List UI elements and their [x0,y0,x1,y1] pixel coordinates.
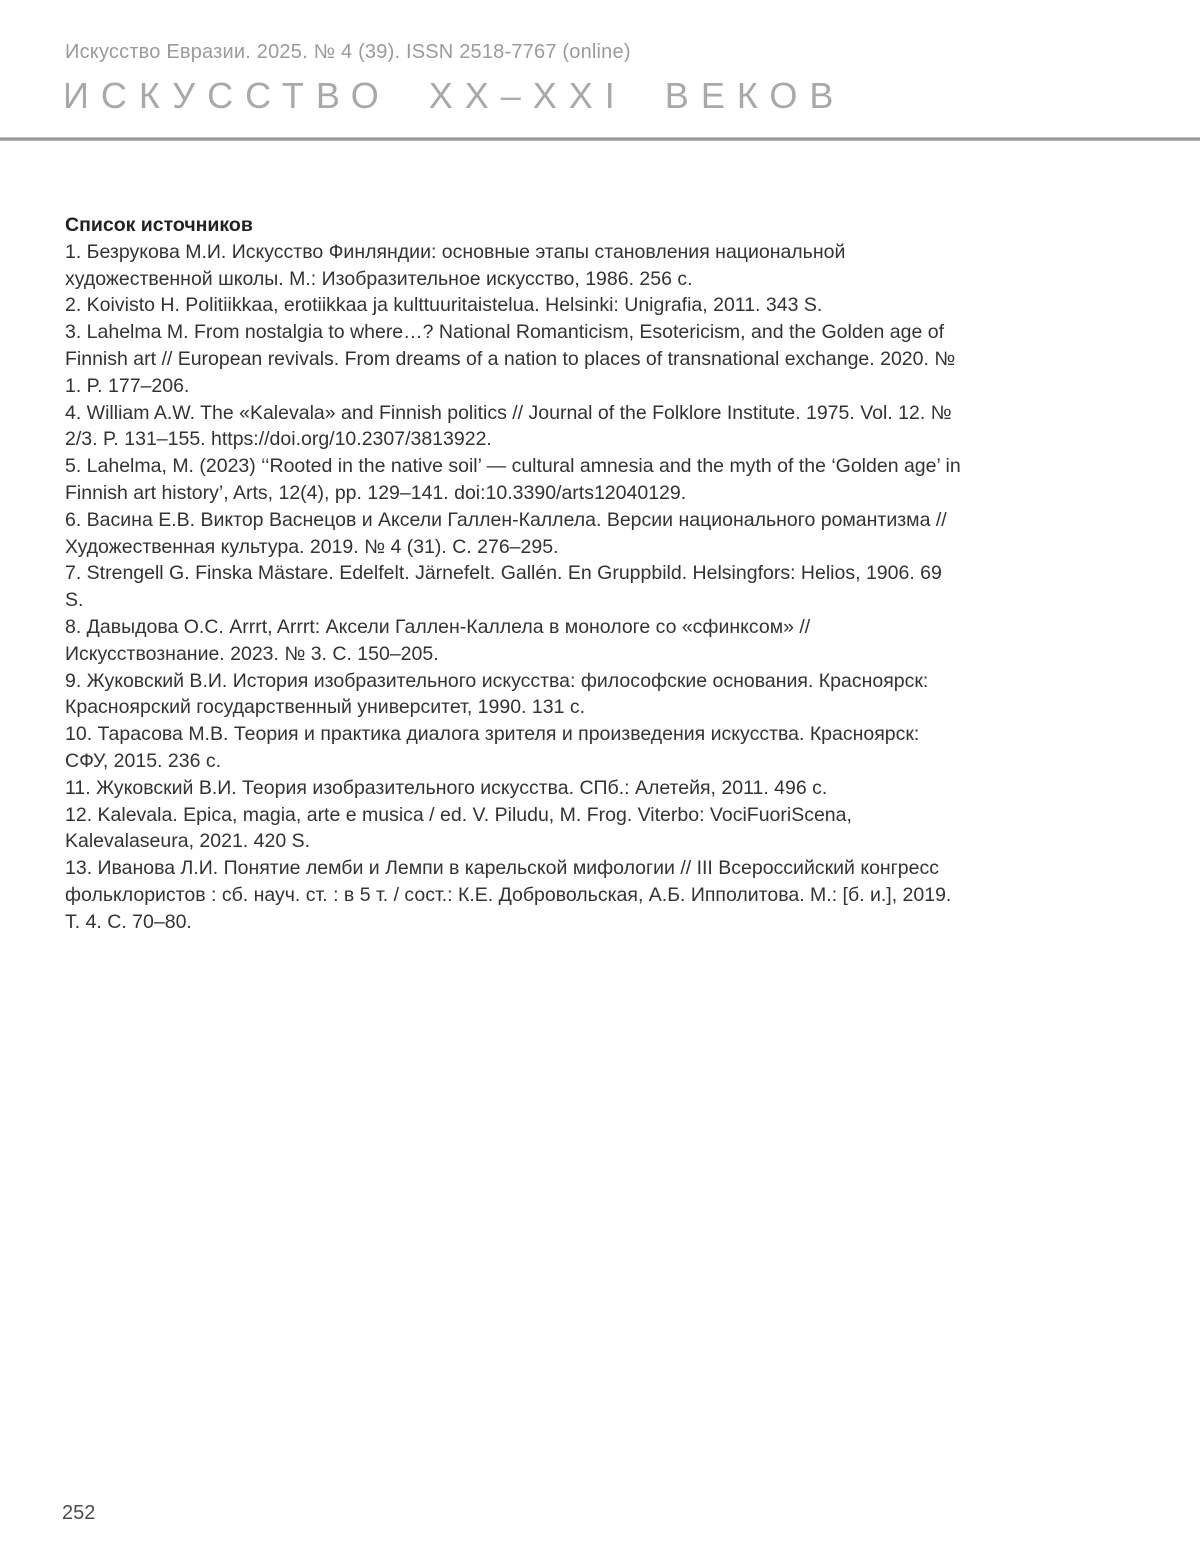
reference-item: 9. Жуковский В.И. История изобразительного искусства: философские основания. Красноярск: Красноярский государственный университет, 1990. 131 с. [65,669,929,719]
reference-item: 10. Тарасова М.В. Теория и практика диалога зрителя и произведения искусства. Красноярск: СФУ, 2015. 236 с. [65,723,920,772]
reference-item: 2. Koivisto H. Politiikkaa, erotiikkaa ja kulttuuritaistelua. Helsinki: Unigrafia, 2011. 343 S. [65,294,823,317]
references-section [65,212,965,936]
header-divider-rule [0,137,1200,141]
section-title: ИСКУССТВО XX–XXI ВЕКОВ [63,75,846,116]
sources-heading: Список источников [65,214,253,236]
reference-item: 13. Иванова Л.И. Понятие лемби и Лемпи в карельской мифологии // III Всероссийский конгресс фольклористов : сб. науч. ст. : в 5 т. / сост.: К.Е. Добровольская, А.Б. Ипполитова. М.: [б. и.], 2019. Т. 4. С. 70–80. [65,857,952,933]
reference-item: 6. Васина Е.В. Виктор Васнецов и Аксели Галлен-Каллела. Версии национального романтизма // Художественная культура. 2019. № 4 (31). С. 276–295. [65,508,947,558]
references-list [65,239,965,936]
reference-item: 12. Kalevala. Epica, magia, arte e musica / ed. V. Piludu, M. Frog. Viterbo: VociFuoriScena, Kalevalaseura, 2021. 420 S. [65,803,852,853]
page-number: 252 [62,1502,96,1524]
reference-item: 7. Strengell G. Finska Mästare. Edelfelt. Järnefelt. Gallén. En Gruppbild. Helsingfors: Helios, 1906. 69 S. [65,562,942,612]
journal-issue-line: Искусство Евразии. 2025. № 4 (39). ISSN 2518-7767 (online) [65,41,631,63]
reference-item: 4. William A.W. The «Kalevala» and Finnish politics // Journal of the Folklore Institute. 1975. Vol. 12. № 2/3. P. 131–155. https://doi.org/10.2307/3813922. [65,401,952,451]
reference-item: 11. Жуковский В.И. Теория изобразительного искусства. СПб.: Алетейя, 2011. 496 с. [65,776,828,799]
reference-item: 8. Давыдова О.С. Arrrt, Arrrt: Аксели Галлен-Каллела в монологе со «сфинксом» // Искусствознание. 2023. № 3. С. 150–205. [65,615,811,665]
reference-item: 3. Lahelma M. From nostalgia to where…? National Romanticism, Esotericism, and the Golden age of Finnish art // European revivals. From dreams of a nation to places of transnational exchange. 2020. № 1. P. 177–206. [65,321,956,397]
reference-item: 1. Безрукова М.И. Искусство Финляндии: основные этапы становления национальной художественной школы. М.: Изобразительное искусство, 1986. 256 с. [65,240,846,290]
reference-item: 5. Lahelma, M. (2023) ‘‘Rooted in the native soil’ — cultural amnesia and the myth of the ‘Golden age’ in Finnish art history’, Arts, 12(4), pp. 129–141. doi:10.3390/arts12040129. [65,455,961,504]
